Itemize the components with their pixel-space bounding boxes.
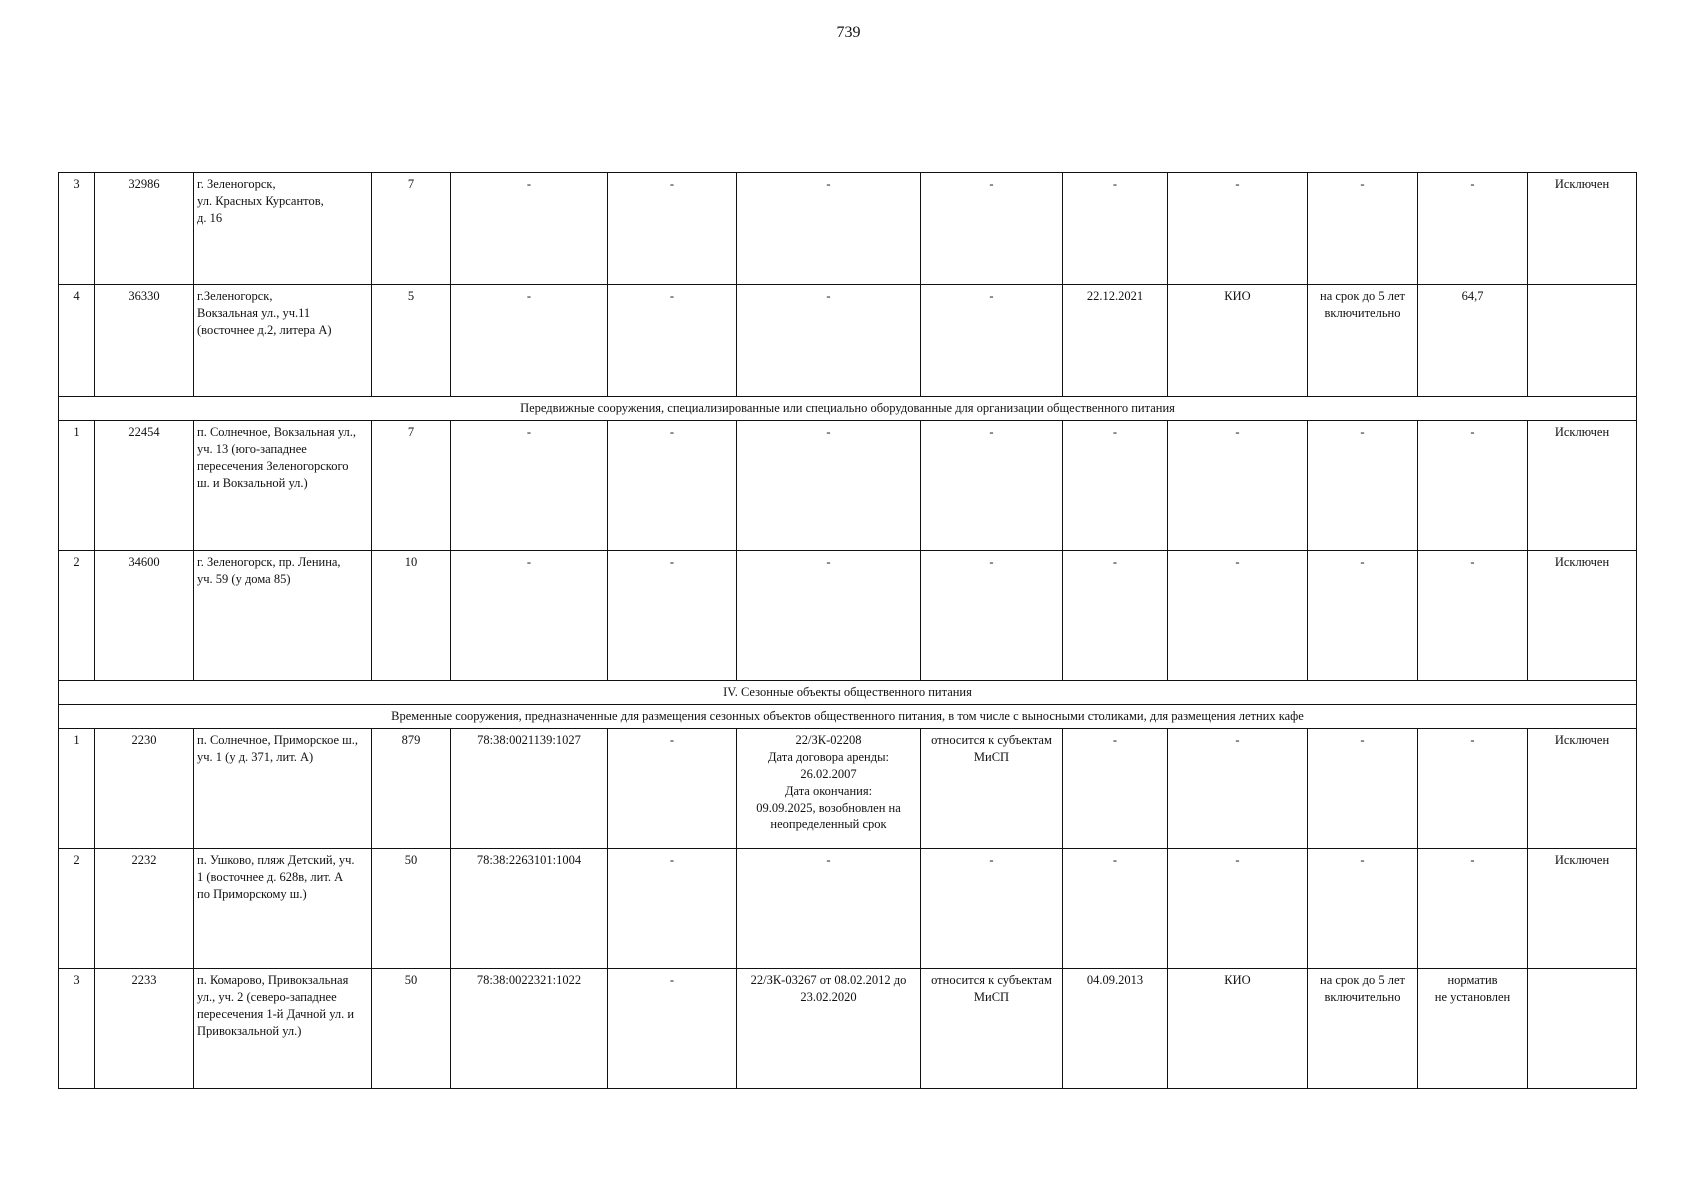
address-cell bbox=[194, 421, 372, 551]
object-id-cell: 22454 bbox=[95, 421, 194, 551]
row-number-cell: 4 bbox=[59, 285, 95, 397]
row-number-cell: 1 bbox=[59, 729, 95, 849]
area-cell: 50 bbox=[372, 969, 451, 1089]
address-line: г. Зеленогорск, пр. Ленина, bbox=[197, 555, 341, 569]
cadastral-number-cell: - bbox=[451, 285, 608, 397]
term-cell bbox=[1308, 421, 1418, 551]
term-line: - bbox=[1360, 853, 1365, 867]
cadastral-number-cell: 78:38:0021139:1027 bbox=[451, 729, 608, 849]
section-title: Временные сооружения, предназначенные для размещения сезонных объектов общественного питания, в том числе с выносными столиками, для размещения летних кафе bbox=[59, 705, 1637, 729]
organization-cell: КИО bbox=[1168, 969, 1308, 1089]
address-line: Вокзальная ул., уч.11 bbox=[197, 305, 311, 320]
area-cell: 5 bbox=[372, 285, 451, 397]
contract-line: - bbox=[826, 853, 831, 867]
contract-line: - bbox=[826, 425, 831, 439]
table-row bbox=[59, 173, 1637, 285]
msp-status-line: - bbox=[989, 177, 994, 191]
msp-status-line: МиСП bbox=[973, 989, 1010, 1004]
msp-status-line: относится к субъектам bbox=[931, 733, 1052, 747]
address-line: пересечения Зеленогорского bbox=[197, 458, 349, 473]
norm-cell bbox=[1418, 849, 1528, 969]
contract-cell bbox=[737, 173, 921, 285]
section-title: Передвижные сооружения, специализированные или специально оборудованные для организации общественного питания bbox=[59, 397, 1637, 421]
norm-line: - bbox=[1470, 177, 1475, 191]
contract-line: Дата окончания: bbox=[784, 783, 873, 798]
msp-status-line: МиСП bbox=[973, 749, 1010, 764]
table-row bbox=[59, 285, 1637, 397]
status-cell: Исключен bbox=[1528, 421, 1637, 551]
row-number-cell: 3 bbox=[59, 969, 95, 1089]
term-line: включительно bbox=[1324, 305, 1401, 320]
term-line: на срок до 5 лет bbox=[1320, 289, 1405, 303]
date-cell: - bbox=[1063, 849, 1168, 969]
table-row bbox=[59, 849, 1637, 969]
msp-status-cell bbox=[921, 849, 1063, 969]
address-line: уч. 1 (у д. 371, лит. А) bbox=[197, 749, 314, 764]
table-row bbox=[59, 551, 1637, 681]
section-header-row bbox=[59, 681, 1637, 705]
row-number-cell: 2 bbox=[59, 849, 95, 969]
contract-line: 26.02.2007 bbox=[800, 766, 857, 781]
address-line: г.Зеленогорск, bbox=[197, 289, 273, 303]
contract-line: - bbox=[826, 177, 831, 191]
msp-status-line: относится к субъектам bbox=[931, 973, 1052, 987]
norm-cell bbox=[1418, 969, 1528, 1089]
contract-cell bbox=[737, 285, 921, 397]
contract-line: 22/ЗК-03267 от 08.02.2012 до bbox=[750, 973, 907, 987]
empty-column-cell: - bbox=[608, 285, 737, 397]
contract-line: 23.02.2020 bbox=[800, 989, 857, 1004]
term-cell bbox=[1308, 285, 1418, 397]
contract-line: неопределенный срок bbox=[770, 817, 887, 832]
address-cell bbox=[194, 285, 372, 397]
term-cell bbox=[1308, 729, 1418, 849]
row-number-cell: 3 bbox=[59, 173, 95, 285]
cadastral-number-cell: - bbox=[451, 421, 608, 551]
term-cell bbox=[1308, 969, 1418, 1089]
object-id-cell: 2233 bbox=[95, 969, 194, 1089]
term-line: - bbox=[1360, 555, 1365, 569]
msp-status-line: - bbox=[989, 853, 994, 867]
date-cell: 22.12.2021 bbox=[1063, 285, 1168, 397]
empty-column-cell: - bbox=[608, 849, 737, 969]
empty-column-cell: - bbox=[608, 729, 737, 849]
contract-cell bbox=[737, 551, 921, 681]
term-line: - bbox=[1360, 425, 1365, 439]
contract-line: - bbox=[826, 289, 831, 303]
section-title: IV. Сезонные объекты общественного питания bbox=[59, 681, 1637, 705]
msp-status-cell bbox=[921, 421, 1063, 551]
cadastral-number-cell: - bbox=[451, 551, 608, 681]
term-line: - bbox=[1360, 733, 1365, 747]
msp-status-line: - bbox=[989, 289, 994, 303]
cadastral-number-cell: 78:38:0022321:1022 bbox=[451, 969, 608, 1089]
address-cell bbox=[194, 551, 372, 681]
address-line: ул., уч. 2 (северо-западнее bbox=[197, 989, 337, 1004]
date-cell: - bbox=[1063, 421, 1168, 551]
term-line: на срок до 5 лет bbox=[1320, 973, 1405, 987]
contract-cell bbox=[737, 729, 921, 849]
address-cell bbox=[194, 729, 372, 849]
msp-status-line: - bbox=[989, 425, 994, 439]
msp-status-line: - bbox=[989, 555, 994, 569]
object-id-cell: 2230 bbox=[95, 729, 194, 849]
area-cell: 7 bbox=[372, 421, 451, 551]
norm-cell bbox=[1418, 173, 1528, 285]
area-cell: 7 bbox=[372, 173, 451, 285]
empty-column-cell: - bbox=[608, 421, 737, 551]
msp-status-cell bbox=[921, 729, 1063, 849]
norm-line: не установлен bbox=[1434, 989, 1511, 1004]
area-cell: 879 bbox=[372, 729, 451, 849]
msp-status-cell bbox=[921, 551, 1063, 681]
date-cell: - bbox=[1063, 729, 1168, 849]
contract-line: - bbox=[826, 555, 831, 569]
term-cell bbox=[1308, 551, 1418, 681]
contract-line: 22/ЗК-02208 bbox=[795, 733, 862, 747]
address-line: ш. и Вокзальной ул.) bbox=[197, 475, 308, 490]
norm-line: - bbox=[1470, 733, 1475, 747]
norm-cell bbox=[1418, 551, 1528, 681]
msp-status-cell bbox=[921, 173, 1063, 285]
address-line: пересечения 1-й Дачной ул. и bbox=[197, 1006, 355, 1021]
msp-status-cell bbox=[921, 285, 1063, 397]
object-id-cell: 32986 bbox=[95, 173, 194, 285]
norm-cell bbox=[1418, 729, 1528, 849]
table-row bbox=[59, 421, 1637, 551]
contract-cell bbox=[737, 969, 921, 1089]
empty-column-cell: - bbox=[608, 969, 737, 1089]
norm-line: - bbox=[1470, 555, 1475, 569]
organization-cell: - bbox=[1168, 421, 1308, 551]
msp-status-cell bbox=[921, 969, 1063, 1089]
status-cell: Исключен bbox=[1528, 173, 1637, 285]
organization-cell: - bbox=[1168, 729, 1308, 849]
norm-line: 64,7 bbox=[1461, 289, 1484, 303]
address-line: (восточнее д.2, литера А) bbox=[197, 322, 332, 337]
date-cell: - bbox=[1063, 173, 1168, 285]
object-id-cell: 36330 bbox=[95, 285, 194, 397]
row-number-cell: 2 bbox=[59, 551, 95, 681]
table-row bbox=[59, 729, 1637, 849]
norm-cell bbox=[1418, 421, 1528, 551]
term-cell bbox=[1308, 173, 1418, 285]
section-header-row bbox=[59, 705, 1637, 729]
registry-table bbox=[58, 172, 1637, 1089]
area-cell: 50 bbox=[372, 849, 451, 969]
date-cell: - bbox=[1063, 551, 1168, 681]
address-line: п. Ушково, пляж Детский, уч. bbox=[197, 853, 355, 867]
norm-line: - bbox=[1470, 853, 1475, 867]
status-cell: Исключен bbox=[1528, 849, 1637, 969]
term-line: включительно bbox=[1324, 989, 1401, 1004]
status-cell: Исключен bbox=[1528, 729, 1637, 849]
address-line: уч. 13 (юго-западнее bbox=[197, 441, 307, 456]
address-line: п. Солнечное, Приморское ш., bbox=[197, 733, 359, 747]
contract-line: 09.09.2025, возобновлен на bbox=[756, 800, 901, 815]
object-id-cell: 34600 bbox=[95, 551, 194, 681]
address-line: по Приморскому ш.) bbox=[197, 886, 307, 901]
empty-column-cell: - bbox=[608, 173, 737, 285]
norm-line: норматив bbox=[1447, 973, 1498, 987]
page-number: 739 bbox=[836, 24, 861, 41]
organization-cell: - bbox=[1168, 849, 1308, 969]
address-line: п. Солнечное, Вокзальная ул., bbox=[197, 425, 357, 439]
term-cell bbox=[1308, 849, 1418, 969]
empty-column-cell: - bbox=[608, 551, 737, 681]
object-id-cell: 2232 bbox=[95, 849, 194, 969]
address-line: уч. 59 (у дома 85) bbox=[197, 571, 291, 586]
address-line: ул. Красных Курсантов, bbox=[197, 193, 324, 208]
address-line: г. Зеленогорск, bbox=[197, 177, 276, 191]
area-cell: 10 bbox=[372, 551, 451, 681]
address-line: д. 16 bbox=[197, 210, 223, 225]
norm-line: - bbox=[1470, 425, 1475, 439]
section-header-row bbox=[59, 397, 1637, 421]
address-line: Привокзальной ул.) bbox=[197, 1023, 302, 1038]
organization-cell: КИО bbox=[1168, 285, 1308, 397]
table-row bbox=[59, 969, 1637, 1089]
organization-cell: - bbox=[1168, 173, 1308, 285]
organization-cell: - bbox=[1168, 551, 1308, 681]
status-cell bbox=[1528, 285, 1637, 397]
norm-cell bbox=[1418, 285, 1528, 397]
date-cell: 04.09.2013 bbox=[1063, 969, 1168, 1089]
address-cell bbox=[194, 849, 372, 969]
address-line: п. Комарово, Привокзальная bbox=[197, 973, 349, 987]
contract-cell bbox=[737, 421, 921, 551]
address-cell bbox=[194, 969, 372, 1089]
address-cell bbox=[194, 173, 372, 285]
cadastral-number-cell: 78:38:2263101:1004 bbox=[451, 849, 608, 969]
address-line: 1 (восточнее д. 628в, лит. А bbox=[197, 869, 344, 884]
contract-cell bbox=[737, 849, 921, 969]
cadastral-number-cell: - bbox=[451, 173, 608, 285]
status-cell: Исключен bbox=[1528, 551, 1637, 681]
contract-line: Дата договора аренды: bbox=[768, 749, 889, 764]
status-cell bbox=[1528, 969, 1637, 1089]
row-number-cell: 1 bbox=[59, 421, 95, 551]
term-line: - bbox=[1360, 177, 1365, 191]
